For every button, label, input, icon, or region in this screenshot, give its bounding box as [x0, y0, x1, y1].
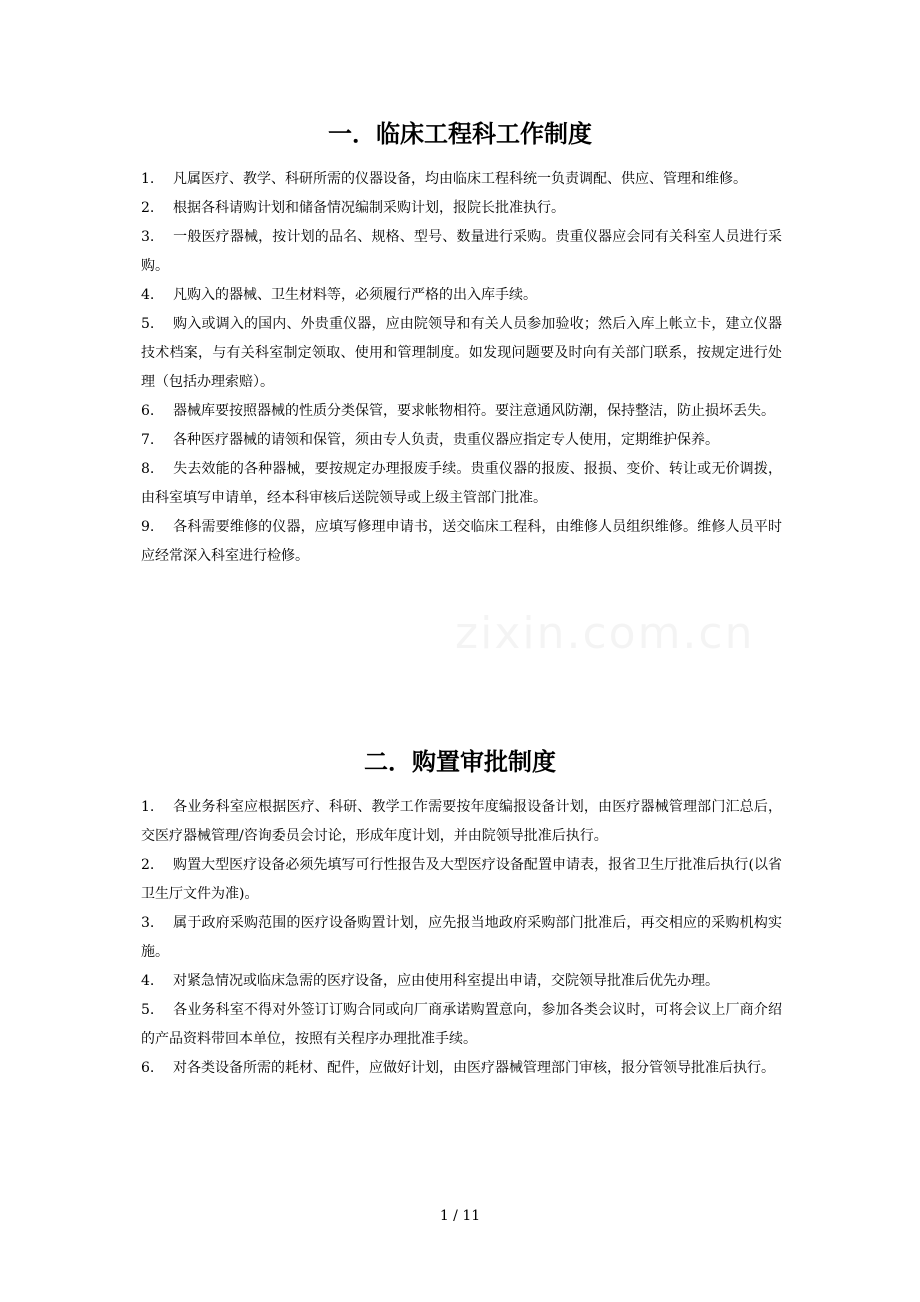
- list-item: [141, 310, 782, 397]
- list-item: [141, 165, 782, 194]
- item-text: 属于政府采购范围的医疗设备购置计划，应先报当地政府采购部门批准后，再交相应的采购机构实施。: [141, 915, 782, 960]
- item-number: 6.: [141, 403, 155, 419]
- section-2-list: [141, 793, 782, 1083]
- item-text: 器械库要按照器械的性质分类保管，要求帐物相符。要注意通风防潮，保持整洁，防止损坏丢失。: [173, 403, 775, 419]
- item-text: 各种医疗器械的请领和保管，须由专人负责，贵重仪器应指定专人使用，定期维护保养。: [173, 432, 719, 448]
- item-number: 3.: [141, 915, 155, 931]
- item-number: 2.: [141, 857, 155, 873]
- item-text: 失去效能的各种器械，要按规定办理报废手续。贵重仪器的报废、报损、变价、转让或无价调拨，由科室填写申请单，经本科审核后送院领导或上级主管部门批准。: [141, 461, 782, 506]
- list-item: [141, 793, 782, 851]
- item-number: 1.: [141, 799, 155, 815]
- list-item: [141, 426, 782, 455]
- item-number: 3.: [141, 229, 155, 245]
- item-text: 对各类设备所需的耗材、配件，应做好计划，由医疗器械管理部门审核，报分管领导批准后执行。: [173, 1060, 775, 1076]
- item-number: 5.: [141, 1002, 155, 1018]
- section-1-list: [141, 165, 782, 571]
- item-number: 7.: [141, 432, 155, 448]
- item-number: 5.: [141, 316, 155, 332]
- list-item: [141, 194, 782, 223]
- list-item: [141, 455, 782, 513]
- item-text: 凡购入的器械、卫生材料等，必须履行严格的出入库手续。: [173, 287, 537, 303]
- list-item: [141, 513, 782, 571]
- item-number: 8.: [141, 461, 155, 477]
- list-item: [141, 1054, 782, 1083]
- list-item: [141, 851, 782, 909]
- list-item: [141, 397, 782, 426]
- list-item: [141, 909, 782, 967]
- list-item: [141, 996, 782, 1054]
- item-text: 各业务科室不得对外签订订购合同或向厂商承诺购置意向，参加各类会议时，可将会议上厂商介绍的产品资料带回本单位，按照有关程序办理批准手续。: [141, 1002, 782, 1047]
- item-text: 凡属医疗、教学、科研所需的仪器设备，均由临床工程科统一负责调配、供应、管理和维修。: [173, 171, 747, 187]
- section-1-title: 一．临床工程科工作制度: [328, 120, 592, 148]
- watermark: [455, 608, 755, 659]
- item-number: 6.: [141, 1060, 155, 1076]
- section-2-title: 二．购置审批制度: [364, 748, 556, 776]
- list-item: [141, 223, 782, 281]
- item-number: 9.: [141, 519, 155, 535]
- list-item: [141, 967, 782, 996]
- item-text: 购置大型医疗设备必须先填写可行性报告及大型医疗设备配置申请表，报省卫生厅批准后执行(以省卫生厅文件为准)。: [141, 857, 782, 902]
- item-text: 各业务科室应根据医疗、科研、教学工作需要按年度编报设备计划，由医疗器械管理部门汇总后，交医疗器械管理/咨询委员会讨论，形成年度计划，并由院领导批准后执行。: [141, 799, 782, 844]
- item-number: 1.: [141, 171, 155, 187]
- item-text: 一般医疗器械，按计划的品名、规格、型号、数量进行采购。贵重仪器应会同有关科室人员进行采购。: [141, 229, 782, 274]
- item-text: 根据各科请购计划和储备情况编制采购计划，报院长批准执行。: [173, 200, 565, 216]
- item-text: 各科需要维修的仪器，应填写修理申请书，送交临床工程科，由维修人员组织维修。维修人员平时应经常深入科室进行检修。: [141, 519, 782, 564]
- item-number: 2.: [141, 200, 155, 216]
- item-number: 4.: [141, 973, 155, 989]
- list-item: [141, 281, 782, 310]
- item-number: 4.: [141, 287, 155, 303]
- page-indicator: 1 / 11: [439, 1208, 481, 1224]
- item-text: 对紧急情况或临床急需的医疗设备，应由使用科室提出申请，交院领导批准后优先办理。: [173, 973, 719, 989]
- item-text: 购入或调入的国内、外贵重仪器，应由院领导和有关人员参加验收；然后入库上帐立卡，建立仪器技术档案，与有关科室制定领取、使用和管理制度。如发现问题要及时向有关部门联系，按规定进行处理（包括办理索赔）。: [141, 316, 782, 390]
